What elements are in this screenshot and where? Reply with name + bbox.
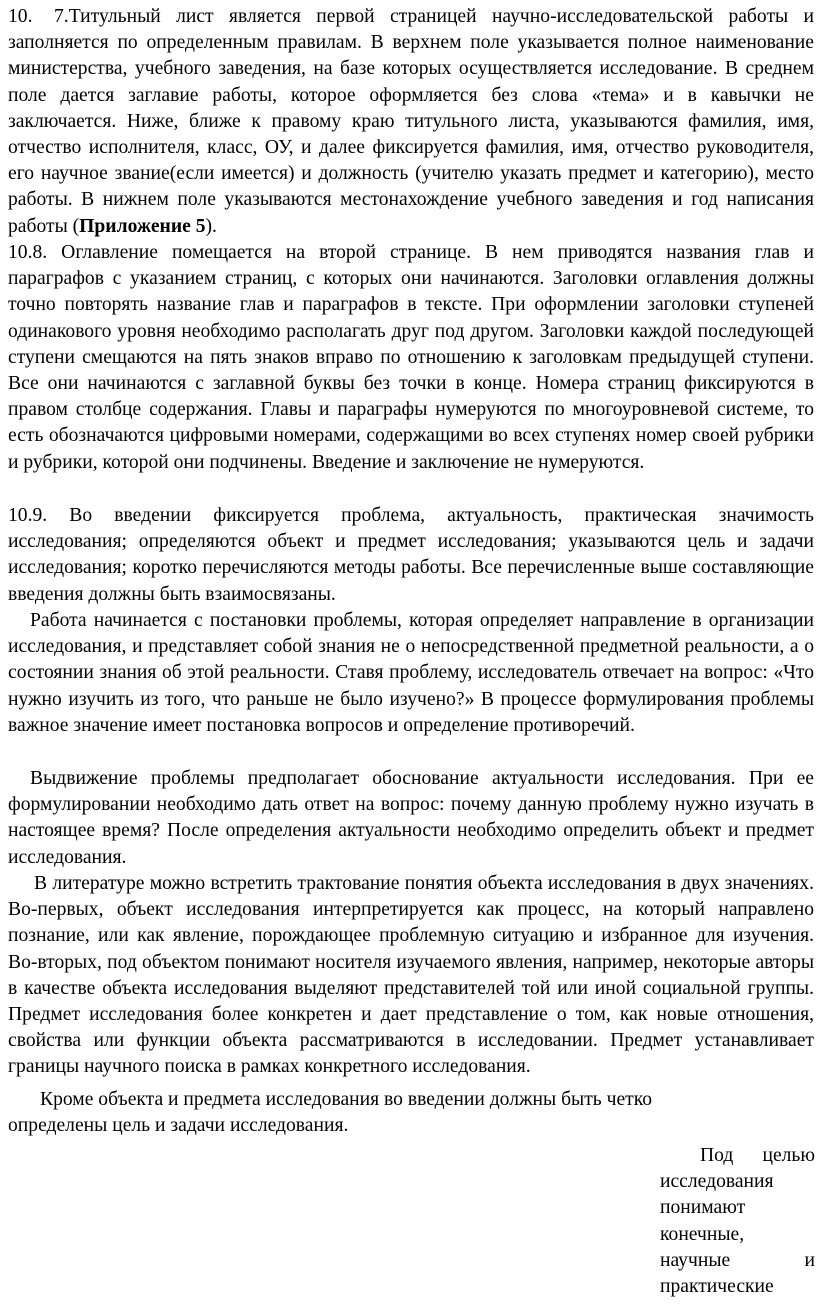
paragraph-problem: Работа начинается с постановки проблемы, которая определяет направление в организации исследования, и представляет собой знания не о непосредственной предметной реальности, а о состоянии знания об этой реальности. Ставя проблему, исследователь отвечает на вопрос: «Что нужно изучить из того, что раньше не было изучено?» В процессе формулирования проблемы важное значение имеет постановка вопросов и определение противоречий. [8, 610, 814, 736]
paragraph-goals-line2: определены цель и задачи исследования. [8, 1115, 349, 1137]
narrow-line: научные и [660, 1249, 815, 1271]
section-number: 10. [8, 6, 33, 27]
narrow-column-paragraph [660, 1143, 815, 1300]
paragraph-text-end: ). [205, 215, 217, 237]
paragraph-object: В литературе можно встретить трактование понятия объекта исследования в двух значениях. Во-первых, объект исследования интерпретируется как процесс, на который направлено познание, или как явление, порождающее проблемную ситуацию и избранное для изучения. Во-вторых, под объектом понимают носителя изучаемого явления, например, некоторые авторы в качестве объекта исследования выделяют представителей той или иной социальной группы. Предмет исследования более конкретен и дает представление о том, как новые отношения, свойства или функции объекта рассматриваются в исследовании. Предмет устанавливает границы научного поиска в рамках конкретного исследования. [8, 873, 814, 1078]
narrow-line: практические [660, 1276, 774, 1298]
paragraph-title-page [8, 4, 814, 240]
narrow-line: понимают [660, 1197, 746, 1219]
paragraph-introduction: 10.9. Во введении фиксируется проблема, актуальность, практическая значимость исследования; определяются объект и предмет исследования; указываются цель и задачи исследования; коротко перечисляются методы работы. Все перечисленные выше составляющие введения должны быть взаимосвязаны. [8, 505, 814, 605]
narrow-line: конечные, [660, 1223, 745, 1245]
paragraph-goals [8, 1087, 814, 1139]
paragraph-table-of-contents: 10.8. Оглавление помещается на второй странице. В нем приводятся названия глав и параграфов с указанием страниц, с которых они начинаются. Заголовки оглавления должны точно повторять название глав и параграфов в тексте. При оформлении заголовки ступеней одинакового уровня необходимо располагать друг под другом. Заголовки каждой последующей ступени смещаются на пять знаков вправо по отношению к заголовкам предыдущей ступени. Все они начинаются с заглавной буквы без точки в конце. Номера страниц фиксируются в правом столбце содержания. Главы и параграфы нумеруются по многоуровневой системе, то есть обозначаются цифровыми номерами, содержащими во всех ступенях номер своей рубрики и рубрики, которой они подчинены. Введение и заключение не нумеруются. [8, 242, 814, 473]
paragraph-goals-line1: Кроме объекта и предмета исследования во введении должны быть четко [40, 1089, 653, 1110]
narrow-line: Под целью [700, 1145, 815, 1166]
paragraph-relevance: Выдвижение проблемы предполагает обоснование актуальности исследования. При ее формулировании необходимо дать ответ на вопрос: почему данную проблему нужно изучать в настоящее время? После определения актуальности необходимо определить объект и предмет исследования. [8, 768, 814, 868]
appendix-reference: Приложение 5 [79, 215, 206, 237]
paragraph-text: 7.Титульный лист является первой страницей научно-исследовательской работы и заполняется по определенным правилам. В верхнем поле указывается полное наименование министерства, учебного заведения, на базе которых осуществляется исследование. В среднем поле дается заглавие работы, которое оформляется без слова «тема» и в кавычки не заключается. Ниже, ближе к правому краю титульного листа, указываются фамилия, имя, отчество исполнителя, класс, ОУ, и далее фиксируется фамилия, имя, отчество руководителя, его научное звание(если имеется) и должность (учителю указать предмет и категорию), место работы. В нижнем поле указываются местонахождение учебного заведения и год написания работы ( [8, 6, 814, 237]
narrow-line: исследования [660, 1171, 774, 1193]
